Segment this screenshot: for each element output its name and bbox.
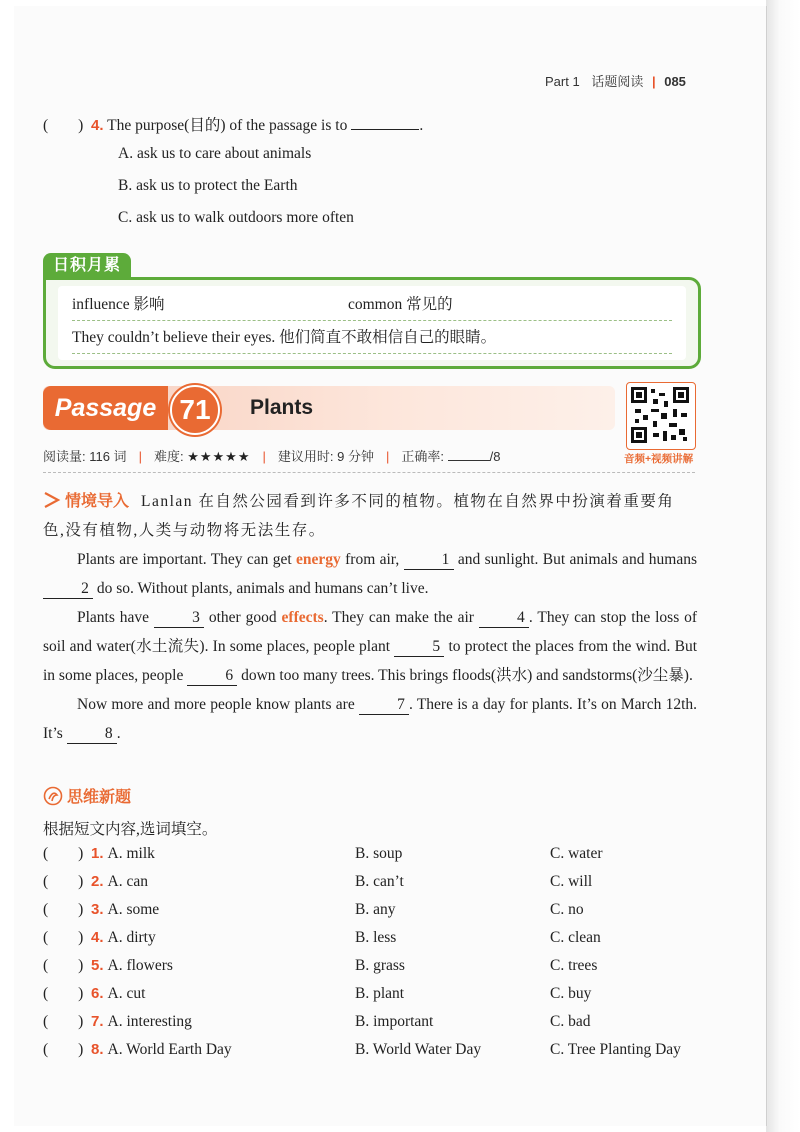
qr-pattern-icon xyxy=(631,387,689,443)
page-edge-shadow xyxy=(766,0,800,1132)
page-number: 085 xyxy=(664,74,686,89)
thinking-bulb-icon xyxy=(43,786,63,806)
exercise-question-1 xyxy=(43,845,697,873)
exercise-question-7 xyxy=(43,1013,697,1041)
option-a[interactable]: A. ask us to care about animals xyxy=(118,145,312,162)
exercise-question-4 xyxy=(43,929,697,957)
option-b[interactable]: B. soup xyxy=(355,845,403,862)
header-part: Part 1 xyxy=(545,74,580,89)
gap-1[interactable]: 1 xyxy=(404,551,454,570)
option-c[interactable]: C. Tree Planting Day xyxy=(550,1041,681,1058)
option-c[interactable]: C. clean xyxy=(550,929,601,946)
option-a[interactable]: A. milk xyxy=(107,845,155,862)
option-a[interactable]: A. some xyxy=(107,901,160,918)
option-c[interactable]: C. buy xyxy=(550,985,592,1002)
exercise-question-3 xyxy=(43,901,697,929)
question-number: 2. xyxy=(91,873,104,890)
exercise-options xyxy=(43,845,697,1069)
option-a[interactable]: A. dirty xyxy=(107,929,156,946)
question-number: 5. xyxy=(91,957,104,974)
question-number: 1. xyxy=(91,845,104,862)
exercise-question-6 xyxy=(43,985,697,1013)
header-topic: 话题阅读 xyxy=(591,74,644,89)
daily-sentence: They couldn’t believe their eyes. 他们简直不敢相信自己的眼睛。 xyxy=(72,323,672,354)
passage-label: Passage xyxy=(43,386,168,430)
gap-2[interactable]: 2 xyxy=(43,580,93,599)
prev-question-4: ( ) 4. The purpose(目的) of the passage is to . xyxy=(43,117,424,134)
option-b[interactable]: B. plant xyxy=(355,985,405,1002)
question-number: 6. xyxy=(91,985,104,1002)
answer-paren[interactable]: ( ) xyxy=(43,901,84,918)
option-c[interactable]: C. ask us to walk outdoors more often xyxy=(118,209,354,226)
option-a[interactable]: A. interesting xyxy=(107,1013,192,1030)
option-b[interactable]: B. less xyxy=(355,929,397,946)
answer-paren[interactable]: ( ) xyxy=(43,957,84,974)
exercise-question-8 xyxy=(43,1041,697,1069)
daily-box xyxy=(43,277,701,369)
exercise-question-5 xyxy=(43,957,697,985)
gap-8[interactable]: 8 xyxy=(67,725,117,744)
question-number: 4. xyxy=(91,929,104,946)
daily-inner xyxy=(58,286,686,360)
qr-code[interactable] xyxy=(626,382,696,450)
daily-words-row xyxy=(72,290,672,321)
answer-paren[interactable]: ( ) xyxy=(43,985,84,1002)
option-b[interactable]: B. grass xyxy=(355,957,405,974)
accuracy-blank[interactable] xyxy=(448,449,490,461)
daily-tab: 日积月累 xyxy=(43,253,131,279)
option-a[interactable]: A. can xyxy=(107,873,148,890)
exercise-heading: 思维新题 xyxy=(67,789,132,806)
passage-number: 71 xyxy=(170,385,220,435)
exercise-heading-row xyxy=(43,784,131,807)
gap-6[interactable]: 6 xyxy=(187,667,237,686)
accuracy-label: 正确率: xyxy=(401,449,444,464)
info-divider xyxy=(43,472,695,473)
daily-word-1: influence 影响 xyxy=(72,296,165,313)
gap-4[interactable]: 4 xyxy=(479,609,529,628)
daily-word-2: common 常见的 xyxy=(348,296,453,313)
answer-paren[interactable]: ( ) xyxy=(43,845,84,862)
answer-paren[interactable]: ( ) xyxy=(43,1013,84,1030)
option-c[interactable]: C. trees xyxy=(550,957,598,974)
question-stem: The purpose(目的) of the passage is to xyxy=(107,117,348,134)
difficulty-label: 难度: xyxy=(153,449,184,464)
option-a[interactable]: A. World Earth Day xyxy=(107,1041,232,1058)
gap-5[interactable]: 5 xyxy=(394,638,444,657)
passage-info: 阅读量: 116 词 | 难度: ★★★★★ | 建议用时: 9 分钟 | 正确率: /8 xyxy=(43,449,501,464)
option-b[interactable]: B. can’t xyxy=(355,873,404,890)
answer-paren[interactable]: ( ) xyxy=(43,1041,84,1058)
header-divider: | xyxy=(651,74,656,89)
gap-3[interactable]: 3 xyxy=(154,609,204,628)
exercise-question-2 xyxy=(43,873,697,901)
passage-title: Plants xyxy=(250,396,314,419)
option-a[interactable]: A. cut xyxy=(107,985,146,1002)
intro-text-1: Lanlan 在自然公园看到许多不同的植物。植物在自然界中扮演着重要角 xyxy=(141,493,675,510)
option-b[interactable]: B. World Water Day xyxy=(355,1041,482,1058)
question-number: 3. xyxy=(91,901,104,918)
exercise-instruction: 根据短文内容,选词填空。 xyxy=(43,821,218,838)
page-header xyxy=(545,71,686,90)
play-arrow-icon xyxy=(43,492,61,508)
keyword-energy: energy xyxy=(296,551,341,568)
option-b[interactable]: B. important xyxy=(355,1013,434,1030)
difficulty-stars-icon: ★★★★★ xyxy=(187,449,251,464)
question-number: 7. xyxy=(91,1013,104,1030)
paragraph-2: Plants have 3 other good effects. They can make the air 4 . They can stop the loss of soil and water(水土流失). In some places, people plant 5 to protect the places from the wind. But in some places, people 6 down too many trees. This brings floods(洪水) and sandstorms(沙尘暴). xyxy=(43,609,698,684)
answer-paren[interactable]: ( ) xyxy=(43,929,84,946)
option-b[interactable]: B. any xyxy=(355,901,396,918)
answer-paren[interactable]: ( ) xyxy=(43,117,84,134)
paragraph-3: Now more and more people know plants are 7 . There is a day for plants. It’s on March 12th. It’s 8 . xyxy=(43,696,698,742)
option-b[interactable]: B. ask us to protect the Earth xyxy=(118,177,298,194)
paragraph-1: Plants are important. They can get energy from air, 1 and sunlight. But animals and humans 2 do so. Without plants, animals and humans can’t live. xyxy=(43,545,697,603)
suggested-time: 建议用时: 9 分钟 xyxy=(277,449,374,464)
gap-7[interactable]: 7 xyxy=(359,696,409,715)
option-a[interactable]: A. flowers xyxy=(107,957,173,974)
word-count: 阅读量: 116 词 xyxy=(43,449,127,464)
accuracy-total: /8 xyxy=(489,449,501,464)
intro-line-1 xyxy=(43,488,674,511)
option-c[interactable]: C. water xyxy=(550,845,603,862)
answer-blank xyxy=(351,117,419,130)
option-c[interactable]: C. will xyxy=(550,873,593,890)
qr-caption: 音频+视频讲解 xyxy=(624,453,694,465)
question-number: 4. xyxy=(91,117,104,134)
answer-paren[interactable]: ( ) xyxy=(43,873,84,890)
keyword-effects: effects xyxy=(281,609,324,626)
intro-heading: 情境导入 xyxy=(65,493,130,510)
question-number: 8. xyxy=(91,1041,104,1058)
passage-body xyxy=(43,545,697,748)
option-c[interactable]: C. no xyxy=(550,901,584,918)
intro-text-2: 色,没有植物,人类与动物将无法生存。 xyxy=(43,522,326,539)
option-c[interactable]: C. bad xyxy=(550,1013,591,1030)
